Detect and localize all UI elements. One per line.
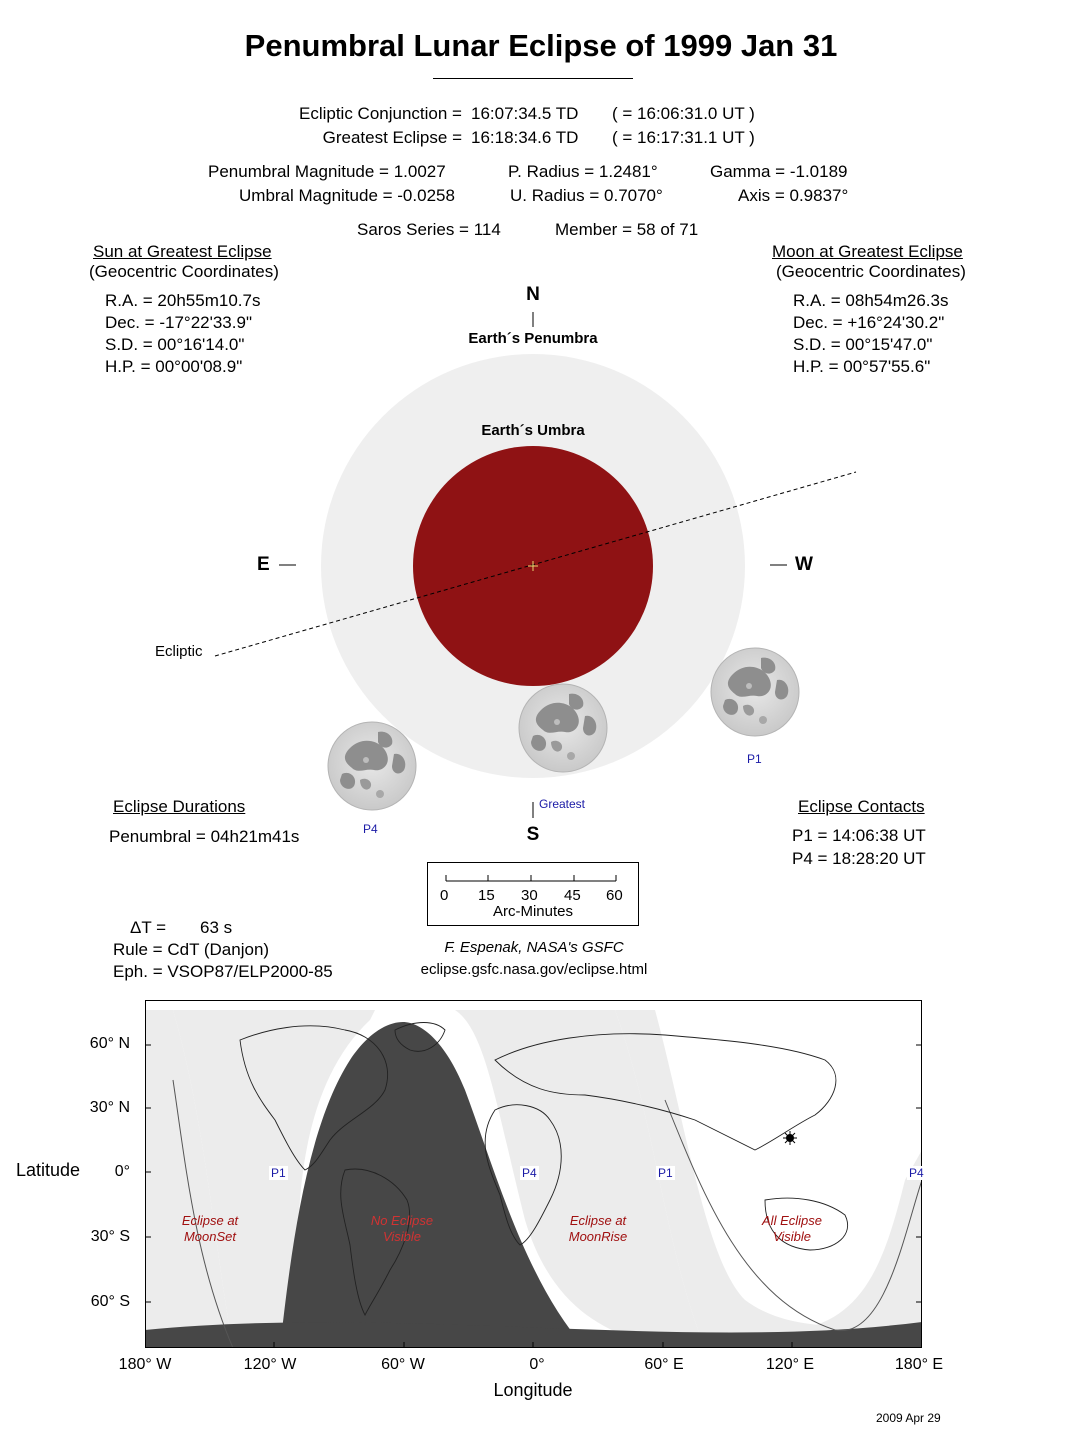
lon-tick-120w: 120° W [243,1356,297,1373]
moon-ra: R.A. = 08h54m26.3s [793,291,949,310]
ecliptic-label: Ecliptic [155,643,203,660]
title-underline [433,78,633,79]
map-p1-west: P1 [271,1166,286,1180]
sun-heading: Sun at Greatest Eclipse [93,242,272,261]
durations-heading: Eclipse Durations [113,797,246,816]
umbra-label: Earth´s Umbra [481,422,585,439]
axis: Axis = 0.9837° [738,186,849,205]
region-all [747,1213,837,1245]
map-p4-west: P4 [522,1166,537,1180]
moon-dec: Dec. = +16°24'30.2" [793,313,945,332]
moon-subheading: (Geocentric Coordinates) [776,262,966,281]
region-moonset [165,1213,255,1245]
east-label: E [257,554,270,575]
region-moonrise-line2: MoonRise [568,1229,628,1244]
scale-tick-30: 30 [521,887,538,904]
sun-subheading: (Geocentric Coordinates) [89,262,279,281]
scale-label: Arc-Minutes [492,903,574,920]
region-moonrise-line1: Eclipse at [569,1213,627,1228]
lon-tick-180w: 180° W [118,1356,172,1373]
p1-moon-label: P1 [747,752,762,766]
saros-series: Saros Series = 114 [357,220,501,239]
scale-tick-15: 15 [478,887,495,904]
region-all-line2: Visible [772,1229,812,1244]
scale-tick-45: 45 [564,887,581,904]
ecliptic-conjunction-label: Ecliptic Conjunction = [298,104,462,123]
lon-tick-120e: 120° E [765,1356,815,1373]
ephemeris: Eph. = VSOP87/ELP2000-85 [113,962,333,981]
region-moonset-line2: MoonSet [183,1229,237,1244]
sun-dec: Dec. = -17°22'33.9" [105,313,252,332]
moon-heading: Moon at Greatest Eclipse [772,242,963,261]
map-ylabel: Latitude [16,1160,81,1180]
eclipse-diagram [0,280,1082,850]
saros-member: Member = 58 of 71 [555,220,699,239]
region-none-line1: No Eclipse [370,1213,434,1228]
moon-p4 [328,722,416,810]
sun-hp: H.P. = 00°00'08.9" [105,357,243,376]
credit: F. Espenak, NASA's GSFC [444,939,624,956]
p4-moon-label: P4 [363,822,378,836]
greatest-eclipse-label: Greatest Eclipse = [322,128,462,147]
contact-p1: P1 = 14:06:38 UT [792,826,926,845]
west-label: W [795,554,813,575]
penumbra-radius: P. Radius = 1.2481° [508,162,658,181]
lon-tick-60w: 60° W [381,1356,425,1373]
delta-t-value: 63 s [200,918,233,937]
delta-t-label: ΔT = [130,918,167,937]
map-p1-east: P1 [658,1166,673,1180]
scale-tick-0: 0 [440,887,449,904]
plot-date: 2009 Apr 29 [876,1411,941,1425]
north-label: N [526,284,540,305]
lat-tick-30s: 30° S [90,1228,130,1245]
scale-tick-60: 60 [606,887,623,904]
greatest-moon-label: Greatest [539,797,586,811]
lat-tick-60s: 60° S [90,1293,130,1310]
lat-tick-60n: 60° N [89,1035,130,1052]
sun-ra: R.A. = 20h55m10.7s [105,291,261,310]
region-all-line1: All Eclipse [762,1213,822,1228]
contacts-heading: Eclipse Contacts [798,797,925,816]
map-xlabel: Longitude [493,1380,573,1400]
lon-tick-180e: 180° E [894,1356,944,1373]
ecliptic-conjunction-td: 16:07:34.5 TD [471,104,579,123]
sub-solar-marker [783,1131,797,1145]
penumbral-duration: Penumbral = 04h21m41s [109,827,300,846]
lat-tick-0: 0° [114,1163,130,1180]
source-url: eclipse.gsfc.nasa.gov/eclipse.html [420,961,648,978]
lat-tick-30n: 30° N [89,1099,130,1116]
greatest-eclipse-ut: ( = 16:17:31.1 UT ) [612,128,755,147]
umbral-magnitude: Umbral Magnitude = -0.0258 [239,186,455,205]
penumbra-label: Earth´s Penumbra [468,330,598,347]
region-none [357,1213,447,1245]
south-label: S [526,824,540,845]
penumbral-magnitude: Penumbral Magnitude = 1.0027 [208,162,446,181]
lon-tick-60e: 60° E [644,1356,684,1373]
moon-greatest [519,684,607,772]
rule: Rule = CdT (Danjon) [113,940,270,959]
sun-sd: S.D. = 00°16'14.0" [105,335,245,354]
greatest-eclipse-td: 16:18:34.6 TD [471,128,579,147]
moon-hp: H.P. = 00°57'55.6" [793,357,931,376]
region-moonrise [553,1213,643,1245]
ecliptic-conjunction-ut: ( = 16:06:31.0 UT ) [612,104,755,123]
region-moonset-line1: Eclipse at [181,1213,239,1228]
map-p4-east: P4 [909,1166,924,1180]
gamma: Gamma = -1.0189 [710,162,848,181]
scale-box [427,862,639,926]
contact-p4: P4 = 18:28:20 UT [792,849,926,868]
moon-sd: S.D. = 00°15'47.0" [793,335,933,354]
moon-p1 [711,648,799,736]
region-none-line2: Visible [382,1229,422,1244]
umbra-radius: U. Radius = 0.7070° [510,186,663,205]
lon-tick-0: 0° [529,1356,545,1373]
page-title: Penumbral Lunar Eclipse of 1999 Jan 31 [244,28,838,63]
